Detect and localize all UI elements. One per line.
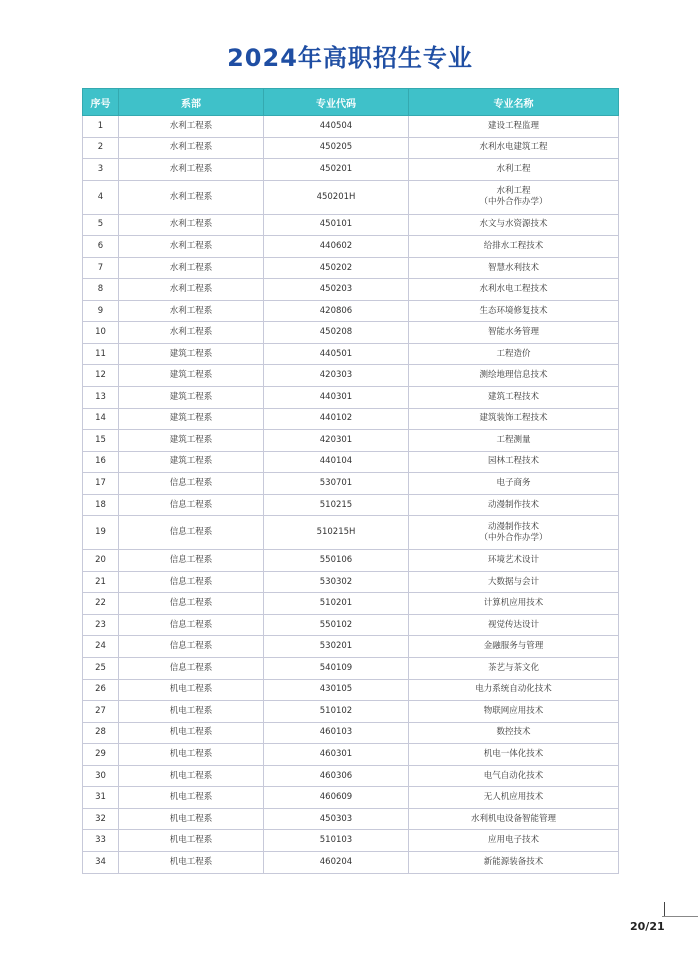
cell-name: 工程造价 — [409, 343, 619, 365]
cell-code: 460306 — [264, 765, 409, 787]
cell-name: 数控技术 — [409, 722, 619, 744]
header-code: 专业代码 — [264, 89, 409, 116]
cell-dept: 机电工程系 — [119, 765, 264, 787]
cell-code: 440602 — [264, 236, 409, 258]
majors-table — [82, 88, 619, 874]
cell-code: 540109 — [264, 658, 409, 680]
table-row — [83, 159, 619, 181]
cell-no: 30 — [83, 765, 119, 787]
header-no: 序号 — [83, 89, 119, 116]
cell-no: 27 — [83, 701, 119, 723]
cell-no: 21 — [83, 571, 119, 593]
cell-dept: 信息工程系 — [119, 473, 264, 495]
cell-name — [409, 180, 619, 214]
cell-name: 生态环境修复技术 — [409, 300, 619, 322]
cell-name-line2: （中外合作办学） — [479, 197, 548, 208]
table-row — [83, 808, 619, 830]
table-row — [83, 593, 619, 615]
table-header-row — [83, 89, 619, 116]
cell-name: 水文与水资源技术 — [409, 214, 619, 236]
table-row — [83, 408, 619, 430]
cell-no: 18 — [83, 494, 119, 516]
cell-dept: 机电工程系 — [119, 830, 264, 852]
cell-name: 建筑工程技术 — [409, 387, 619, 409]
page-rule-line — [662, 916, 698, 917]
cell-name: 机电一体化技术 — [409, 744, 619, 766]
cell-code: 550102 — [264, 614, 409, 636]
cell-code: 450101 — [264, 214, 409, 236]
table-row — [83, 300, 619, 322]
cell-dept: 建筑工程系 — [119, 430, 264, 452]
cell-no: 33 — [83, 830, 119, 852]
cell-name: 水利水电工程技术 — [409, 279, 619, 301]
cell-code: 450202 — [264, 257, 409, 279]
cell-no: 8 — [83, 279, 119, 301]
cell-no: 20 — [83, 550, 119, 572]
cell-no: 10 — [83, 322, 119, 344]
cell-name: 新能源装备技术 — [409, 851, 619, 873]
cell-name: 园林工程技术 — [409, 451, 619, 473]
cell-code: 430105 — [264, 679, 409, 701]
cell-name: 大数据与会计 — [409, 571, 619, 593]
cell-dept: 机电工程系 — [119, 744, 264, 766]
cell-dept: 建筑工程系 — [119, 408, 264, 430]
cell-code: 460301 — [264, 744, 409, 766]
table-row — [83, 322, 619, 344]
cell-code: 450208 — [264, 322, 409, 344]
cell-dept: 建筑工程系 — [119, 365, 264, 387]
page-number: 20/21 — [630, 920, 665, 933]
cell-name: 建设工程监理 — [409, 116, 619, 138]
cell-no: 32 — [83, 808, 119, 830]
cell-dept: 机电工程系 — [119, 722, 264, 744]
table-row — [83, 116, 619, 138]
cell-code: 440501 — [264, 343, 409, 365]
cell-no: 12 — [83, 365, 119, 387]
table-row — [83, 257, 619, 279]
cell-no: 2 — [83, 137, 119, 159]
cell-name: 电子商务 — [409, 473, 619, 495]
cell-dept: 水利工程系 — [119, 116, 264, 138]
cell-name: 无人机应用技术 — [409, 787, 619, 809]
cell-no: 3 — [83, 159, 119, 181]
cell-no: 4 — [83, 180, 119, 214]
cell-dept: 信息工程系 — [119, 571, 264, 593]
table-row — [83, 430, 619, 452]
cell-name: 茶艺与茶文化 — [409, 658, 619, 680]
cell-no: 19 — [83, 516, 119, 550]
cell-dept: 水利工程系 — [119, 279, 264, 301]
cell-code: 450303 — [264, 808, 409, 830]
table-row — [83, 787, 619, 809]
cell-code: 420806 — [264, 300, 409, 322]
cell-no: 15 — [83, 430, 119, 452]
cell-dept: 信息工程系 — [119, 614, 264, 636]
cell-no: 11 — [83, 343, 119, 365]
table-row — [83, 279, 619, 301]
cell-no: 7 — [83, 257, 119, 279]
cell-name: 给排水工程技术 — [409, 236, 619, 258]
cell-no: 14 — [83, 408, 119, 430]
page-title: 2024年高职招生专业 — [227, 44, 473, 72]
cell-code: 420301 — [264, 430, 409, 452]
table-row — [83, 571, 619, 593]
cell-no: 34 — [83, 851, 119, 873]
cell-dept: 机电工程系 — [119, 808, 264, 830]
cell-name: 金融服务与管理 — [409, 636, 619, 658]
cell-name: 工程测量 — [409, 430, 619, 452]
table-row — [83, 851, 619, 873]
cell-no: 26 — [83, 679, 119, 701]
cell-code: 530201 — [264, 636, 409, 658]
table-row — [83, 765, 619, 787]
cell-name: 智慧水利技术 — [409, 257, 619, 279]
cell-code: 450201H — [264, 180, 409, 214]
cell-code: 510102 — [264, 701, 409, 723]
cell-code: 440504 — [264, 116, 409, 138]
table-row — [83, 722, 619, 744]
page-marker-line — [664, 902, 665, 916]
cell-no: 22 — [83, 593, 119, 615]
cell-dept: 信息工程系 — [119, 516, 264, 550]
table-row — [83, 701, 619, 723]
cell-no: 13 — [83, 387, 119, 409]
cell-name: 水利水电建筑工程 — [409, 137, 619, 159]
cell-name: 电力系统自动化技术 — [409, 679, 619, 701]
cell-code: 550106 — [264, 550, 409, 572]
cell-no: 16 — [83, 451, 119, 473]
table-row — [83, 473, 619, 495]
cell-name: 视觉传达设计 — [409, 614, 619, 636]
cell-no: 29 — [83, 744, 119, 766]
table-row — [83, 830, 619, 852]
cell-code: 510215 — [264, 494, 409, 516]
cell-dept: 信息工程系 — [119, 658, 264, 680]
cell-code: 530701 — [264, 473, 409, 495]
table-row — [83, 744, 619, 766]
table-row — [83, 343, 619, 365]
cell-no: 5 — [83, 214, 119, 236]
cell-code: 440104 — [264, 451, 409, 473]
table-row — [83, 679, 619, 701]
cell-no: 25 — [83, 658, 119, 680]
cell-name: 动漫制作技术 — [409, 494, 619, 516]
cell-code: 450203 — [264, 279, 409, 301]
cell-no: 17 — [83, 473, 119, 495]
cell-dept: 水利工程系 — [119, 180, 264, 214]
cell-dept: 机电工程系 — [119, 851, 264, 873]
table-row — [83, 137, 619, 159]
cell-dept: 信息工程系 — [119, 636, 264, 658]
cell-no: 31 — [83, 787, 119, 809]
cell-name-line1: 动漫制作技术 — [487, 521, 539, 532]
cell-code: 440102 — [264, 408, 409, 430]
cell-name: 建筑装饰工程技术 — [409, 408, 619, 430]
table-row — [83, 180, 619, 214]
cell-name: 水利机电设备智能管理 — [409, 808, 619, 830]
cell-code: 420303 — [264, 365, 409, 387]
table-row — [83, 636, 619, 658]
table-row — [83, 236, 619, 258]
cell-dept: 水利工程系 — [119, 159, 264, 181]
cell-name: 电气自动化技术 — [409, 765, 619, 787]
cell-dept: 水利工程系 — [119, 214, 264, 236]
cell-code: 450201 — [264, 159, 409, 181]
cell-name: 智能水务管理 — [409, 322, 619, 344]
cell-no: 28 — [83, 722, 119, 744]
cell-name-line2: （中外合作办学） — [479, 532, 548, 543]
cell-no: 9 — [83, 300, 119, 322]
cell-name: 测绘地理信息技术 — [409, 365, 619, 387]
cell-code: 510215H — [264, 516, 409, 550]
table-row — [83, 214, 619, 236]
table-row — [83, 365, 619, 387]
cell-dept: 信息工程系 — [119, 494, 264, 516]
header-name: 专业名称 — [409, 89, 619, 116]
cell-dept: 水利工程系 — [119, 322, 264, 344]
cell-name: 水利工程 — [409, 159, 619, 181]
cell-dept: 机电工程系 — [119, 787, 264, 809]
table-row — [83, 494, 619, 516]
table-body — [83, 116, 619, 874]
cell-name: 应用电子技术 — [409, 830, 619, 852]
cell-name: 计算机应用技术 — [409, 593, 619, 615]
cell-dept: 水利工程系 — [119, 137, 264, 159]
cell-name: 物联网应用技术 — [409, 701, 619, 723]
cell-dept: 建筑工程系 — [119, 387, 264, 409]
cell-dept: 建筑工程系 — [119, 343, 264, 365]
header-dept: 系部 — [119, 89, 264, 116]
cell-dept: 机电工程系 — [119, 679, 264, 701]
cell-code: 460103 — [264, 722, 409, 744]
cell-name: 环境艺术设计 — [409, 550, 619, 572]
cell-dept: 信息工程系 — [119, 593, 264, 615]
cell-code: 510103 — [264, 830, 409, 852]
cell-no: 1 — [83, 116, 119, 138]
cell-no: 23 — [83, 614, 119, 636]
cell-name-line1: 水利工程 — [496, 186, 531, 197]
cell-name — [409, 516, 619, 550]
table-row — [83, 614, 619, 636]
cell-dept: 水利工程系 — [119, 236, 264, 258]
cell-code: 460609 — [264, 787, 409, 809]
cell-dept: 建筑工程系 — [119, 451, 264, 473]
cell-code: 440301 — [264, 387, 409, 409]
cell-code: 530302 — [264, 571, 409, 593]
cell-dept: 水利工程系 — [119, 257, 264, 279]
table-row — [83, 550, 619, 572]
cell-code: 460204 — [264, 851, 409, 873]
table-row — [83, 387, 619, 409]
cell-no: 6 — [83, 236, 119, 258]
cell-code: 510201 — [264, 593, 409, 615]
table-row — [83, 516, 619, 550]
cell-dept: 信息工程系 — [119, 550, 264, 572]
table-row — [83, 658, 619, 680]
cell-code: 450205 — [264, 137, 409, 159]
table-row — [83, 451, 619, 473]
cell-dept: 机电工程系 — [119, 701, 264, 723]
cell-dept: 水利工程系 — [119, 300, 264, 322]
cell-no: 24 — [83, 636, 119, 658]
